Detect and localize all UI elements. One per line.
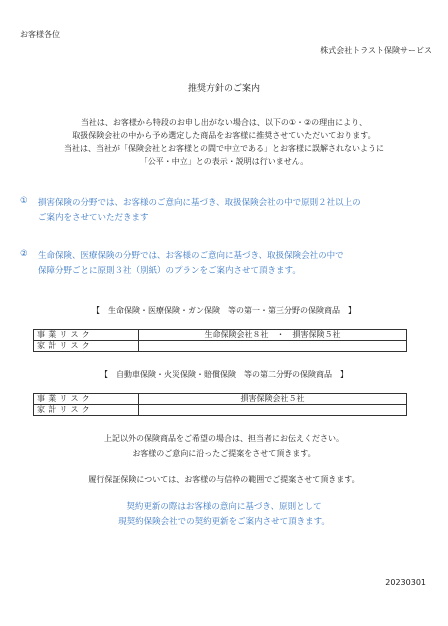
section-1-table: [33, 329, 407, 352]
renewal-line-1: 契約更新の際はお客様の意向に基づき、原則として: [126, 502, 322, 512]
table-row: [34, 330, 407, 341]
note-line-1: 上記以外の保険商品をご希望の場合は、担当者にお伝えください。: [104, 434, 344, 443]
table-value: [139, 405, 407, 416]
section-2-heading: 【 自動車保険・火災保険・賠償保険 等の第二分野の保険商品 】: [100, 370, 348, 379]
intro-line-1: 当社は、お客様から特段のお申し出がない場合は、以下の①・②の理由により、: [80, 118, 368, 127]
renewal-line-2: 現契約保険会社での契約更新をご案内させて頂きます。: [118, 517, 330, 527]
table-label: 事業リスク: [34, 394, 139, 405]
table-label: 家計リスク: [34, 405, 139, 416]
table-value: 損害保険会社５社: [139, 394, 407, 405]
addressee: お客様各位: [20, 30, 60, 39]
note-line-3: 履行保証保険については、お客様の与信枠の範囲でご提案させて頂きます。: [88, 475, 360, 484]
document-date: 20230301: [385, 578, 426, 587]
intro-line-4: 「公平・中立」との表示・説明は行いません。: [139, 157, 309, 166]
point-2-line-1: 生命保険、医療保険の分野では、お客様のご意向に基づき、取扱保険会社の中で: [38, 251, 344, 261]
company-name: 株式会社トラスト保険サービス: [320, 46, 432, 55]
note-line-2: お客様のご意向に沿ったご提案をさせて頂きます。: [132, 449, 316, 458]
intro-line-3: 当社は、当社が「保険会社とお客様との間で中立である」とお客様に誤解されないように: [64, 144, 384, 153]
table-row: [34, 341, 407, 352]
point-1-line-2: ご案内をさせていただきます: [38, 213, 149, 223]
point-1-marker: ①: [20, 196, 28, 206]
table-label: 家計リスク: [34, 341, 139, 352]
table-value: [139, 341, 407, 352]
table-row: [34, 394, 407, 405]
table-row: [34, 405, 407, 416]
page-title: 推奨方針のご案内: [187, 84, 260, 94]
intro-line-2: 取扱保険会社の中から予め選定した商品をお客様に推奨させていただいております。: [72, 131, 376, 140]
point-2-marker: ②: [20, 249, 28, 259]
point-2-line-2: 保障分野ごとに原則３社（別紙）のプランをご案内させて頂きます。: [38, 266, 301, 276]
table-label: 事業リスク: [34, 330, 139, 341]
section-2-table: [33, 393, 407, 416]
point-1-line-1: 損害保険の分野では、お客様のご意向に基づき、取扱保険会社の中で原則２社以上の: [38, 198, 361, 208]
table-value: 生命保険会社８社 ・ 損害保険５社: [139, 330, 407, 341]
section-1-heading: 【 生命保険・医療保険・ガン保険 等の第一・第三分野の保険商品 】: [92, 306, 356, 315]
